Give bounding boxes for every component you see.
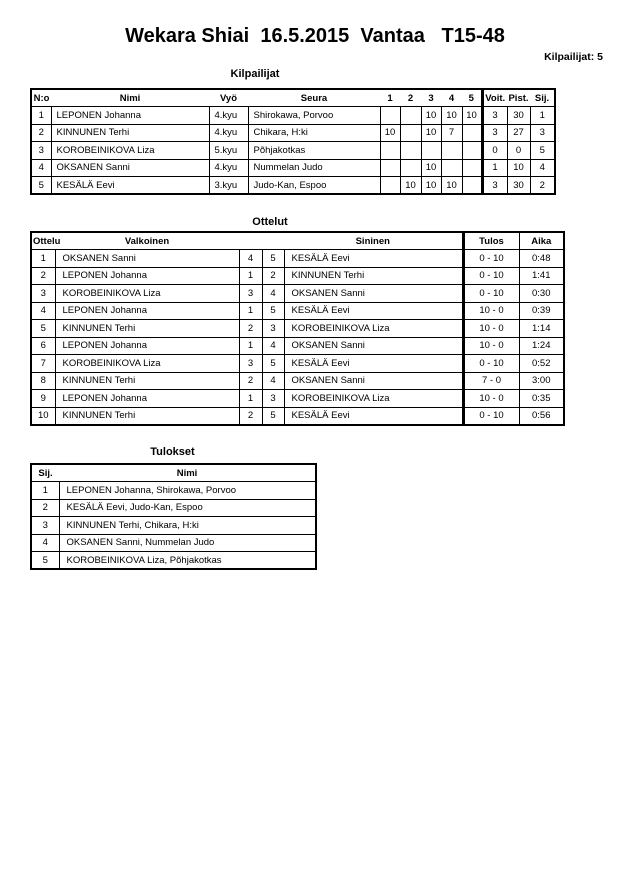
cell-match-no: 4 [31, 302, 55, 320]
cell-pist: 30 [507, 177, 530, 195]
cell-aika: 0:35 [519, 390, 564, 408]
cell-tulos: 10 - 0 [463, 320, 519, 338]
col-header-aika: Aika [519, 232, 564, 250]
cell-match-no: 9 [31, 390, 55, 408]
cell-match-5 [462, 159, 482, 177]
cell-voit: 3 [482, 107, 507, 125]
cell-pist: 10 [507, 159, 530, 177]
col-header-match-4: 4 [441, 89, 462, 107]
cell-blue-no: 5 [262, 407, 284, 425]
ottelut-row [31, 285, 564, 303]
cell-match-1 [380, 177, 400, 195]
cell-match-no: 7 [31, 355, 55, 373]
col-header-ottelu: Ottelu [31, 232, 55, 250]
cell-white-name: KINNUNEN Terhi [55, 407, 239, 425]
col-header-sininen: Sininen [284, 232, 463, 250]
cell-white-no: 2 [239, 372, 262, 390]
cell-placement: 5 [31, 552, 59, 570]
cell-blue-name: KINNUNEN Terhi [284, 267, 463, 285]
cell-no: 1 [31, 107, 51, 125]
cell-match-no: 1 [31, 250, 55, 268]
col-header-white-no [239, 232, 262, 250]
cell-white-no: 4 [239, 250, 262, 268]
col-header-pist: Pist. [507, 89, 530, 107]
cell-name: KINNUNEN Terhi, Chikara, H:ki [59, 517, 316, 535]
col-header-nimi: Nimi [51, 89, 209, 107]
cell-tulos: 0 - 10 [463, 407, 519, 425]
cell-placement: 4 [31, 534, 59, 552]
cell-match-5 [462, 142, 482, 160]
ottelut-table [30, 231, 565, 426]
cell-match-1 [380, 159, 400, 177]
cell-placement: 2 [31, 499, 59, 517]
tulokset-section-title: Tulokset [150, 446, 195, 458]
col-header-blue-no [262, 232, 284, 250]
cell-seura: Judo-Kan, Espoo [248, 177, 380, 195]
cell-match-5 [462, 124, 482, 142]
col-header-match-3: 3 [421, 89, 441, 107]
cell-white-no: 1 [239, 337, 262, 355]
cell-pist: 0 [507, 142, 530, 160]
cell-name: KESÄLÄ Eevi, Judo-Kan, Espoo [59, 499, 316, 517]
cell-vyo: 4.kyu [209, 159, 248, 177]
cell-match-4: 10 [441, 177, 462, 195]
cell-seura: Shirokawa, Porvoo [248, 107, 380, 125]
cell-white-no: 1 [239, 302, 262, 320]
participants-count: Kilpailijat: 5 [544, 51, 603, 63]
cell-white-no: 2 [239, 320, 262, 338]
cell-tulos: 7 - 0 [463, 372, 519, 390]
col-header-match-5: 5 [462, 89, 482, 107]
cell-voit: 3 [482, 124, 507, 142]
cell-aika: 3:00 [519, 372, 564, 390]
ottelut-row [31, 250, 564, 268]
kilpailijat-row [31, 107, 555, 125]
cell-white-no: 3 [239, 355, 262, 373]
cell-aika: 0:56 [519, 407, 564, 425]
cell-white-name: KINNUNEN Terhi [55, 372, 239, 390]
cell-blue-name: OKSANEN Sanni [284, 285, 463, 303]
kilpailijat-row [31, 159, 555, 177]
ottelut-section-title: Ottelut [252, 216, 288, 228]
cell-sij: 4 [530, 159, 555, 177]
cell-seura: Nummelan Judo [248, 159, 380, 177]
ottelut-row [31, 355, 564, 373]
col-header-tulos: Tulos [463, 232, 519, 250]
cell-blue-name: KESÄLÄ Eevi [284, 407, 463, 425]
cell-white-name: LEPONEN Johanna [55, 302, 239, 320]
col-header-voit: Voit. [482, 89, 507, 107]
cell-sij: 2 [530, 177, 555, 195]
cell-tulos: 0 - 10 [463, 285, 519, 303]
page-title: Wekara Shiai 16.5.2015 Vantaa T15-48 [125, 25, 505, 47]
cell-aika: 0:52 [519, 355, 564, 373]
cell-nimi: KINNUNEN Terhi [51, 124, 209, 142]
cell-voit: 1 [482, 159, 507, 177]
kilpailijat-row [31, 142, 555, 160]
cell-match-3: 10 [421, 159, 441, 177]
cell-tulos: 10 - 0 [463, 390, 519, 408]
cell-seura: Põhjakotkas [248, 142, 380, 160]
tulokset-row [31, 552, 316, 570]
cell-aika: 0:30 [519, 285, 564, 303]
cell-blue-no: 3 [262, 390, 284, 408]
cell-blue-no: 4 [262, 337, 284, 355]
col-header-seura: Seura [248, 89, 380, 107]
tulokset-row [31, 499, 316, 517]
cell-match-no: 6 [31, 337, 55, 355]
cell-vyo: 4.kyu [209, 124, 248, 142]
cell-name: LEPONEN Johanna, Shirokawa, Porvoo [59, 482, 316, 500]
cell-white-name: LEPONEN Johanna [55, 337, 239, 355]
cell-blue-no: 5 [262, 250, 284, 268]
cell-match-3 [421, 142, 441, 160]
cell-blue-no: 5 [262, 302, 284, 320]
cell-blue-name: KOROBEINIKOVA Liza [284, 320, 463, 338]
cell-no: 3 [31, 142, 51, 160]
ottelut-row [31, 302, 564, 320]
ottelut-row [31, 320, 564, 338]
kilpailijat-header-row [31, 89, 555, 107]
cell-aika: 1:24 [519, 337, 564, 355]
cell-match-5 [462, 177, 482, 195]
ottelut-row [31, 390, 564, 408]
cell-match-no: 10 [31, 407, 55, 425]
cell-white-no: 1 [239, 267, 262, 285]
cell-match-3: 10 [421, 107, 441, 125]
cell-match-3: 10 [421, 177, 441, 195]
ottelut-row [31, 267, 564, 285]
cell-pist: 27 [507, 124, 530, 142]
cell-aika: 1:14 [519, 320, 564, 338]
cell-blue-no: 5 [262, 355, 284, 373]
cell-blue-name: KESÄLÄ Eevi [284, 302, 463, 320]
cell-vyo: 4.kyu [209, 107, 248, 125]
cell-vyo: 5.kyu [209, 142, 248, 160]
cell-match-2 [400, 124, 421, 142]
cell-white-no: 2 [239, 407, 262, 425]
cell-nimi: KESÄLÄ Eevi [51, 177, 209, 195]
cell-white-name: KOROBEINIKOVA Liza [55, 285, 239, 303]
cell-white-name: KOROBEINIKOVA Liza [55, 355, 239, 373]
cell-voit: 0 [482, 142, 507, 160]
tulokset-row [31, 534, 316, 552]
ottelut-row [31, 337, 564, 355]
col-header-match-1: 1 [380, 89, 400, 107]
cell-match-2 [400, 107, 421, 125]
cell-voit: 3 [482, 177, 507, 195]
cell-name: KOROBEINIKOVA Liza, Põhjakotkas [59, 552, 316, 570]
cell-match-5: 10 [462, 107, 482, 125]
cell-no: 4 [31, 159, 51, 177]
cell-match-4: 7 [441, 124, 462, 142]
cell-placement: 3 [31, 517, 59, 535]
cell-match-4 [441, 142, 462, 160]
cell-tulos: 0 - 10 [463, 250, 519, 268]
cell-match-1 [380, 142, 400, 160]
cell-placement: 1 [31, 482, 59, 500]
col-header-sij: Sij. [530, 89, 555, 107]
cell-sij: 1 [530, 107, 555, 125]
cell-white-no: 1 [239, 390, 262, 408]
cell-aika: 0:39 [519, 302, 564, 320]
col-header-name: Nimi [59, 464, 316, 482]
cell-match-3: 10 [421, 124, 441, 142]
cell-match-2 [400, 159, 421, 177]
cell-blue-no: 2 [262, 267, 284, 285]
cell-aika: 0:48 [519, 250, 564, 268]
cell-nimi: KOROBEINIKOVA Liza [51, 142, 209, 160]
ottelut-row [31, 407, 564, 425]
cell-match-no: 3 [31, 285, 55, 303]
cell-white-name: LEPONEN Johanna [55, 267, 239, 285]
cell-blue-name: KESÄLÄ Eevi [284, 250, 463, 268]
cell-vyo: 3.kyu [209, 177, 248, 195]
cell-aika: 1:41 [519, 267, 564, 285]
cell-match-no: 8 [31, 372, 55, 390]
cell-tulos: 10 - 0 [463, 302, 519, 320]
tulokset-row [31, 482, 316, 500]
cell-match-4: 10 [441, 107, 462, 125]
ottelut-row [31, 372, 564, 390]
col-header-valkoinen: Valkoinen [55, 232, 239, 250]
cell-blue-name: OKSANEN Sanni [284, 372, 463, 390]
cell-match-2: 10 [400, 177, 421, 195]
cell-nimi: LEPONEN Johanna [51, 107, 209, 125]
col-header-no: N:o [31, 89, 51, 107]
kilpailijat-row [31, 124, 555, 142]
tulokset-header-row [31, 464, 316, 482]
cell-white-name: OKSANEN Sanni [55, 250, 239, 268]
cell-pist: 30 [507, 107, 530, 125]
kilpailijat-section-title: Kilpailijat [230, 68, 280, 80]
cell-blue-no: 4 [262, 372, 284, 390]
cell-white-no: 3 [239, 285, 262, 303]
cell-seura: Chikara, H:ki [248, 124, 380, 142]
col-header-placement: Sij. [31, 464, 59, 482]
cell-blue-name: OKSANEN Sanni [284, 337, 463, 355]
cell-match-no: 5 [31, 320, 55, 338]
cell-match-4 [441, 159, 462, 177]
cell-sij: 3 [530, 124, 555, 142]
cell-tulos: 10 - 0 [463, 337, 519, 355]
kilpailijat-row [31, 177, 555, 195]
cell-match-2 [400, 142, 421, 160]
col-header-match-2: 2 [400, 89, 421, 107]
cell-no: 2 [31, 124, 51, 142]
ottelut-header-row [31, 232, 564, 250]
cell-match-1 [380, 107, 400, 125]
cell-blue-name: KOROBEINIKOVA Liza [284, 390, 463, 408]
cell-blue-no: 3 [262, 320, 284, 338]
tulokset-row [31, 517, 316, 535]
cell-white-name: KINNUNEN Terhi [55, 320, 239, 338]
cell-blue-name: KESÄLÄ Eevi [284, 355, 463, 373]
cell-sij: 5 [530, 142, 555, 160]
col-header-vyo: Vyö [209, 89, 248, 107]
tulokset-table [30, 463, 317, 570]
cell-tulos: 0 - 10 [463, 267, 519, 285]
cell-match-1: 10 [380, 124, 400, 142]
cell-tulos: 0 - 10 [463, 355, 519, 373]
cell-no: 5 [31, 177, 51, 195]
cell-white-name: LEPONEN Johanna [55, 390, 239, 408]
cell-name: OKSANEN Sanni, Nummelan Judo [59, 534, 316, 552]
cell-blue-no: 4 [262, 285, 284, 303]
cell-nimi: OKSANEN Sanni [51, 159, 209, 177]
kilpailijat-table [30, 88, 556, 195]
cell-match-no: 2 [31, 267, 55, 285]
